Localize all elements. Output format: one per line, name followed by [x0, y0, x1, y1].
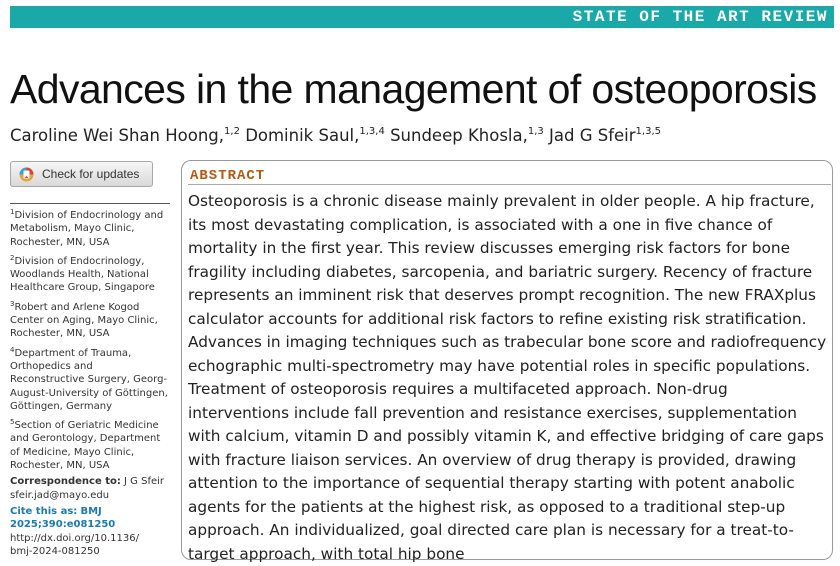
- check-for-updates-button[interactable]: [10, 161, 153, 187]
- author-name[interactable]: Caroline Wei Shan Hoong,: [10, 126, 225, 145]
- author-name[interactable]: Sundeep Khosla,: [390, 126, 528, 145]
- author-affiliation-ref: 1,3: [527, 126, 544, 137]
- article-title: Advances in the management of osteoporosis: [10, 66, 817, 112]
- affiliation-item: $^2$Division of Endocrinology, Woodlands Health, National Healthcare Group, Singapore: [10, 253, 155, 294]
- author-affiliation-ref: 1,3,5: [635, 126, 661, 137]
- doi-link-line-2[interactable]: bmj-2024-081250: [10, 545, 100, 557]
- affiliation-item: $^4$Department of Trauma, Orthopedics and Reconstructive Surgery, Georg-August-University of Göttingen, Göttingen, Germany: [10, 345, 168, 412]
- author-list: [10, 126, 661, 145]
- author-name[interactable]: Dominik Saul,: [245, 126, 360, 145]
- doi-link-line-1[interactable]: http://dx.doi.org/10.1136/: [10, 532, 139, 544]
- affiliations-sidebar: [10, 203, 170, 558]
- check-for-updates-label: Check for updates: [42, 167, 140, 181]
- correspondence: [10, 475, 170, 502]
- affiliation-item: $^1$Division of Endocrinology and Metabolism, Mayo Clinic, Rochester, MN, USA: [10, 208, 164, 248]
- author-affiliation-ref: 1,2: [224, 126, 240, 137]
- author-name[interactable]: Jad G Sfeir: [549, 126, 636, 145]
- cite-label: Cite this as:: [10, 505, 78, 517]
- author-affiliation-ref: 1,3,4: [359, 126, 385, 137]
- correspondence-label: Correspondence to:: [10, 476, 121, 488]
- abstract-divider: [188, 184, 831, 185]
- citation: [10, 505, 170, 558]
- check-for-updates-icon: [19, 167, 34, 182]
- cite-reference: BMJ 2025;390:e081250: [10, 505, 116, 531]
- abstract-heading: ABSTRACT: [190, 168, 266, 184]
- affiliation-item: $^5$Section of Geriatric Medicine and Gerontology, Department of Medicine, Mayo Clinic, Rochester, MN, USA: [10, 418, 161, 472]
- abstract-body: Osteoporosis is a chronic disease mainly prevalent in older people. A hip fracture, its most devastating complication, is associated with a one in five chance of mortality in the first year. This review discusses emerging risk factors for bone fragility including diabetes, sarcopenia, and bariatric surgery. Recency of fracture represents an imminent risk that deserves prompt recognition. The new FRAXplus calculator accounts for additional risk factors to refine existing risk stratification. Advances in imaging techniques such as trabecular bone score and radiofrequency echographic multi-spectrometry may have potential roles in specific populations. Treatment of osteoporosis requires a multifaceted approach. Non-drug interventions include fall prevention and resistance exercises, supplementation with calcium, vitamin D and possibly vitamin K, and effective bridging of care gaps with fracture liaison services. An overview of drug therapy is provided, drawing attention to the importance of sequential therapy starting with potent anabolic agents for the patients at the highest risk, as opposed to a traditional step-up approach. An individualized, goal directed care plan is necessary for a treat-to-target approach, with total hip bone: [188, 192, 827, 563]
- affiliation-item: $^3$Robert and Arlene Kogod Center on Aging, Mayo Clinic, Rochester, MN, USA: [10, 299, 158, 340]
- correspondence-name: J G Sfeir: [124, 476, 165, 488]
- journal-section-banner: STATE OF THE ART REVIEW: [10, 6, 834, 28]
- correspondence-email[interactable]: sfeir.jad@mayo.edu: [10, 489, 110, 501]
